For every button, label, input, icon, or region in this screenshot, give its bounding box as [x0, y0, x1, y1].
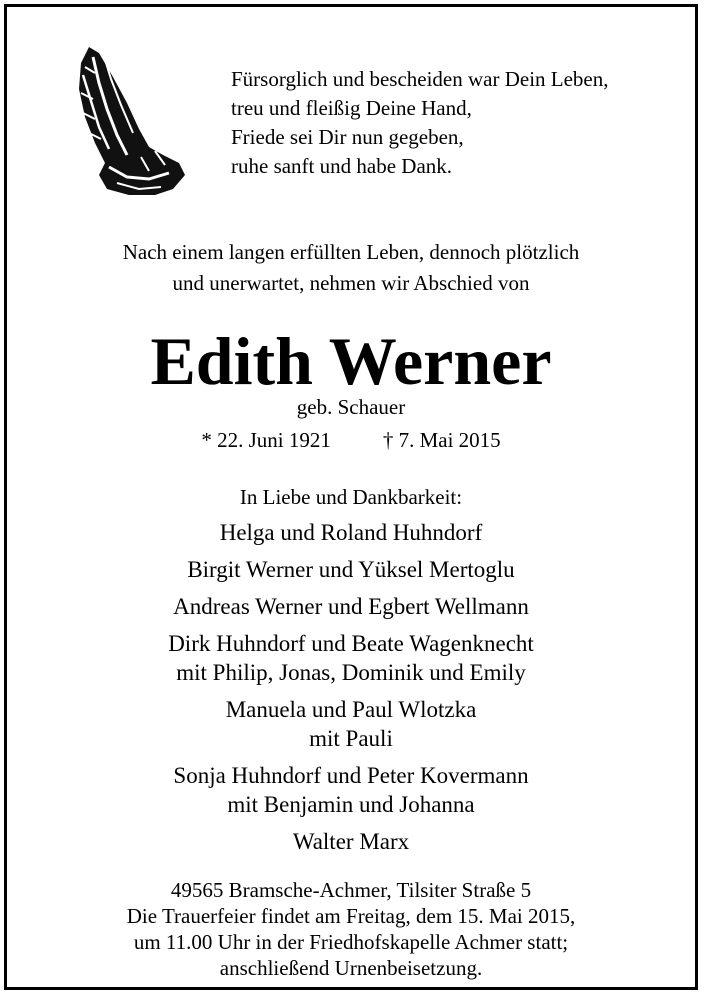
family-group — [7, 827, 695, 856]
obituary-notice — [4, 4, 698, 990]
birth-date: * 22. Juni 1921 — [201, 428, 331, 452]
poem — [231, 65, 609, 181]
ceremony-line: anschließend Urnenbeisetzung. — [219, 956, 483, 980]
family-line: Sonja Huhndorf und Peter Kovermann — [173, 763, 529, 788]
family-line: Manuela und Paul Wlotzka — [225, 697, 477, 722]
family-group — [7, 629, 695, 687]
thanks-line: In Liebe und Dankbarkeit: — [239, 485, 463, 509]
poem-line: Fürsorglich und bescheiden war Dein Leben, — [231, 67, 609, 91]
family-line: Andreas Werner und Egbert Wellmann — [173, 594, 529, 619]
family-list — [7, 518, 695, 864]
poem-line: ruhe sanft und habe Dank. — [231, 154, 453, 178]
ceremony-line: Die Trauerfeier findet am Freitag, dem 15. Mai 2015, — [126, 904, 576, 928]
intro-text — [7, 237, 695, 299]
death-date: † 7. Mai 2015 — [382, 428, 501, 452]
praying-hands-icon — [69, 43, 191, 199]
family-line: mit Benjamin und Johanna — [227, 792, 475, 817]
birth-name: geb. Schauer — [296, 395, 406, 419]
poem-line: treu und fleißig Deine Hand, — [231, 96, 472, 120]
family-group — [7, 695, 695, 753]
closing-info — [7, 877, 695, 981]
address-line: 49565 Bramsche-Achmer, Tilsiter Straße 5 — [170, 878, 532, 902]
family-group — [7, 761, 695, 819]
deceased-name: Edith Werner — [150, 323, 552, 399]
family-group — [7, 518, 695, 547]
life-dates — [7, 425, 695, 455]
family-line: mit Philip, Jonas, Dominik und Emily — [176, 660, 526, 685]
family-line: Walter Marx — [292, 829, 410, 854]
poem-line: Friede sei Dir nun gegeben, — [231, 125, 464, 149]
family-line: Birgit Werner und Yüksel Mertoglu — [187, 557, 515, 582]
intro-line: und unerwartet, nehmen wir Abschied von — [172, 271, 530, 295]
ceremony-line: um 11.00 Uhr in der Friedhofskapelle Achmer statt; — [133, 930, 569, 954]
family-line: Dirk Huhndorf und Beate Wagenknecht — [168, 631, 534, 656]
intro-line: Nach einem langen erfüllten Leben, dennoch plötzlich — [122, 240, 580, 264]
family-line: mit Pauli — [309, 726, 393, 751]
family-group — [7, 592, 695, 621]
family-line: Helga und Roland Huhndorf — [219, 520, 483, 545]
family-group — [7, 555, 695, 584]
